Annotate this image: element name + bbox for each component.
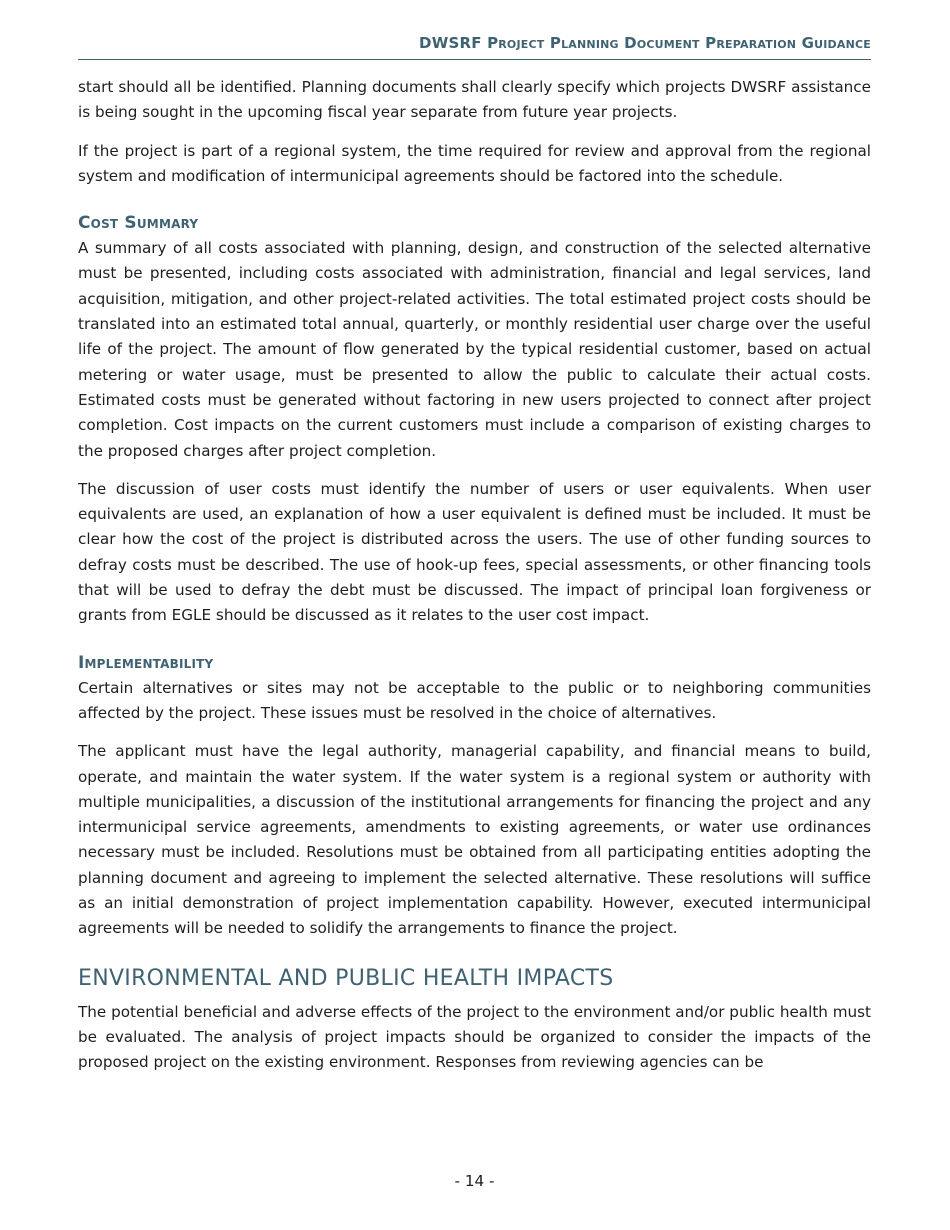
page-number: - 14 - [454, 1172, 495, 1190]
section-environmental-impacts [78, 964, 871, 1076]
paragraph-regional-system: If the project is part of a regional system, the time required for review and approval from the regional system and modification of intermunicipal agreements should be factored into the schedule. [78, 141, 871, 185]
paragraph-cost-summary-1: A summary of all costs associated with planning, design, and construction of the selected alternative must be presented, including costs associated with administration, financial and legal services, land acquisition, mitigation, and other project-related activities. The total estimated project costs should be translated into an estimated total annual, quarterly, or monthly residential user charge over the useful life of the project. The amount of flow generated by the typical residential customer, based on actual metering or water usage, must be presented to allow the public to calculate their actual costs. Estimated costs must be generated without factoring in new users projected to connect after project completion. Cost impacts on the current customers must include a comparison of existing charges to the proposed charges after project completion. [78, 239, 871, 460]
paragraph-cost-summary-2: The discussion of user costs must identify the number of users or user equivalents. When user equivalents are used, an explanation of how a user equivalent is defined must be included. It must be clear how the cost of the project is distributed across the users. The use of other funding sources to defray costs must be described. The use of hook-up fees, special assessments, or other financing tools that will be used to defray the debt must be discussed. The impact of principal loan forgiveness or grants from EGLE should be discussed as it relates to the user cost impact. [78, 479, 871, 625]
heading-environmental-impacts: ENVIRONMENTAL AND PUBLIC HEALTH IMPACTS [78, 965, 614, 991]
paragraph-intro-continuation: start should all be identified. Planning documents shall clearly specify which projects DWSRF assistance is being sought in the upcoming fiscal year separate from future year projects. [78, 78, 871, 122]
paragraph-implementability-1: Certain alternatives or sites may not be acceptable to the public or to neighboring communities affected by the project. These issues must be resolved in the choice of alternatives. [78, 678, 871, 722]
section-implementability [78, 651, 871, 942]
paragraph-implementability-2: The applicant must have the legal authority, managerial capability, and financial means to build, operate, and maintain the water system. If the water system is a regional system or authority with multiple municipalities, a discussion of the institutional arrangements for financing the project and any intermunicipal service agreements, amendments to existing agreements, or water use ordinances necessary must be included. Resolutions must be obtained from all participating entities adopting the planning document and agreeing to implement the selected alternative. These resolutions will suffice as an initial demonstration of project implementation capability. However, executed intermunicipal agreements will be needed to solidify the arrangements to finance the project. [78, 742, 871, 938]
header-divider [78, 59, 871, 60]
heading-implementability: Implementability [78, 652, 214, 673]
section-cost-summary [78, 211, 871, 628]
document-body [78, 75, 871, 1089]
running-header: DWSRF Project Planning Document Preparation Guidance [419, 34, 871, 52]
heading-cost-summary: Cost Summary [78, 213, 199, 234]
paragraph-environmental-1: The potential beneficial and adverse effects of the project to the environment and/or public health must be evaluated. The analysis of project impacts should be organized to consider the impacts of the proposed project on the existing environment. Responses from reviewing agencies can be [78, 1002, 872, 1072]
